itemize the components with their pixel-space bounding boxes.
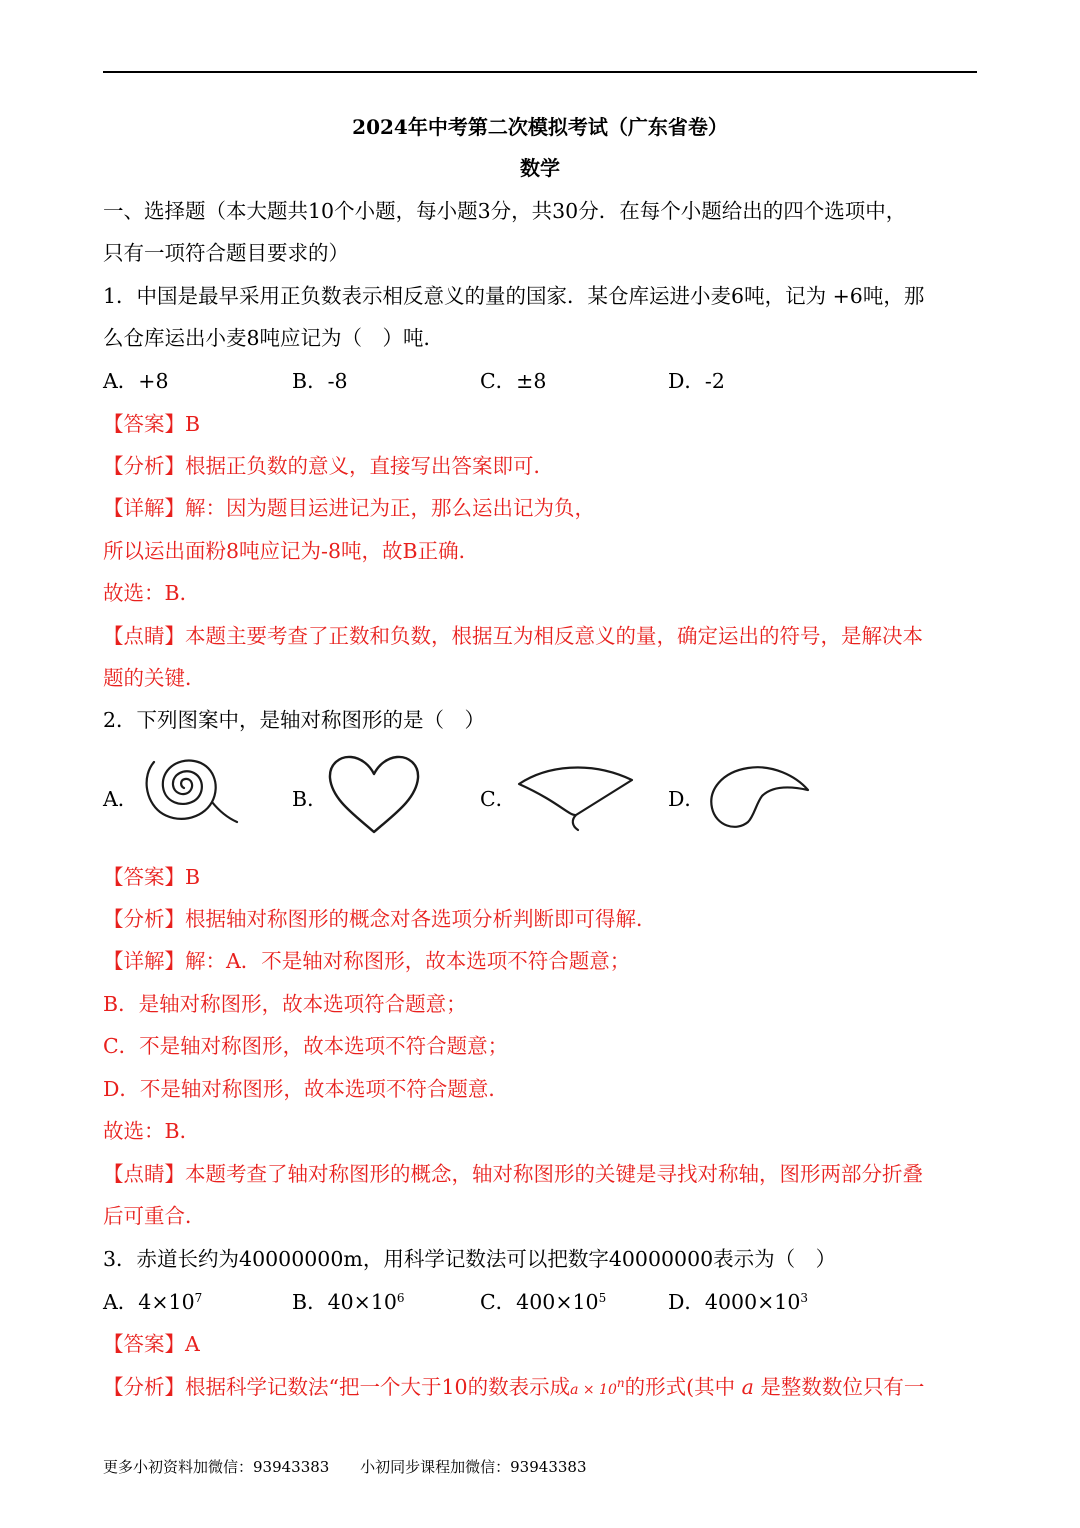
q3-stem: 3．赤道长约为40000000m，用科学记数法可以把数字40000000表示为（ ） (103, 1247, 837, 1271)
q3-analysis: 【分析】根据科学记数法“把一个大于10的数表示成$a \times 10^n$的形式(其中 a 是整数数位只有一 (103, 1375, 925, 1399)
header-rule (103, 71, 977, 73)
heart-icon (326, 754, 422, 836)
q2-detail-line3: C．不是轴对称图形，故本选项不符合题意； (103, 1034, 509, 1058)
subject-title: 数学 (520, 156, 560, 180)
q2-comment-line2: 后可重合． (103, 1204, 206, 1228)
q1-option-a: A．+8 (103, 369, 169, 393)
q2-option-c-label: C． (480, 787, 517, 811)
footer (103, 1456, 613, 1477)
section-heading-line2: 只有一项符合题目要求的） (103, 241, 349, 265)
q2-detail-line4: D．不是轴对称图形，故本选项不符合题意． (103, 1077, 509, 1101)
q1-comment-line2: 题的关键． (103, 666, 206, 690)
q2-detail-line2: B．是轴对称图形，故本选项符合题意； (103, 992, 467, 1016)
teardrop-icon (708, 762, 812, 834)
q1-option-d: D．-2 (668, 369, 725, 393)
q3-answer: 【答案】A (103, 1332, 200, 1356)
scientific-notation-formula: $a \times 10^n$ (570, 1376, 625, 1398)
q2-option-b-label: B． (292, 787, 328, 811)
page-title: 2024年中考第二次模拟考试（广东省卷） (352, 115, 728, 139)
q1-analysis: 【分析】根据正负数的意义，直接写出答案即可． (103, 454, 554, 478)
q1-stem-line1: 1．中国是最早采用正负数表示相反意义的量的国家．某仓库运进小麦6吨，记为 +6吨，那 (103, 284, 925, 308)
footer-right-contact: 小初同步课程加微信：93943383 (360, 1458, 587, 1476)
footer-left-contact: 更多小初资料加微信：93943383 (103, 1458, 330, 1476)
q3-option-b: B．$40\times 10^6$ (292, 1290, 405, 1314)
q3-option-d: D．$4000\times 10^3$ (668, 1290, 809, 1314)
q3-option-c: C．$400\times 10^5$ (480, 1290, 607, 1314)
q1-detail-line2: 所以运出面粉8吨应记为-8吨，故B正确． (103, 539, 480, 563)
fan-icon (516, 762, 636, 834)
section-heading-line1: 一、选择题（本大题共10个小题，每小题3分，共30分．在每个小题给出的四个选项中， (103, 199, 907, 223)
q3-option-a: A．$4\times 10^7$ (103, 1290, 203, 1314)
q1-option-b: B．-8 (292, 369, 348, 393)
q2-choose: 故选：B． (103, 1119, 201, 1143)
q2-stem: 2．下列图案中，是轴对称图形的是（ ） (103, 708, 486, 732)
q1-comment-line1: 【点睛】本题主要考查了正数和负数，根据互为相反意义的量，确定运出的符号，是解决本 (103, 624, 923, 648)
q1-choose: 故选：B． (103, 581, 201, 605)
q2-option-a-label: A． (103, 787, 139, 811)
q2-answer: 【答案】B (103, 865, 201, 889)
q2-detail-line1: 【详解】解：A．不是轴对称图形，故本选项不符合题意； (103, 949, 631, 973)
q1-option-c: C．±8 (480, 369, 547, 393)
q1-stem-line2: 么仓库运出小麦8吨应记为（ ）吨． (103, 326, 445, 350)
q1-answer: 【答案】B (103, 412, 201, 436)
q2-comment-line1: 【点睛】本题考查了轴对称图形的概念，轴对称图形的关键是寻找对称轴，图形两部分折叠 (103, 1162, 923, 1186)
q2-analysis: 【分析】根据轴对称图形的概念对各选项分析判断即可得解． (103, 907, 657, 931)
q1-detail-line1: 【详解】解：因为题目运进记为正，那么运出记为负， (103, 496, 595, 520)
spiral-icon (136, 752, 240, 840)
q2-option-d-label: D． (668, 787, 705, 811)
